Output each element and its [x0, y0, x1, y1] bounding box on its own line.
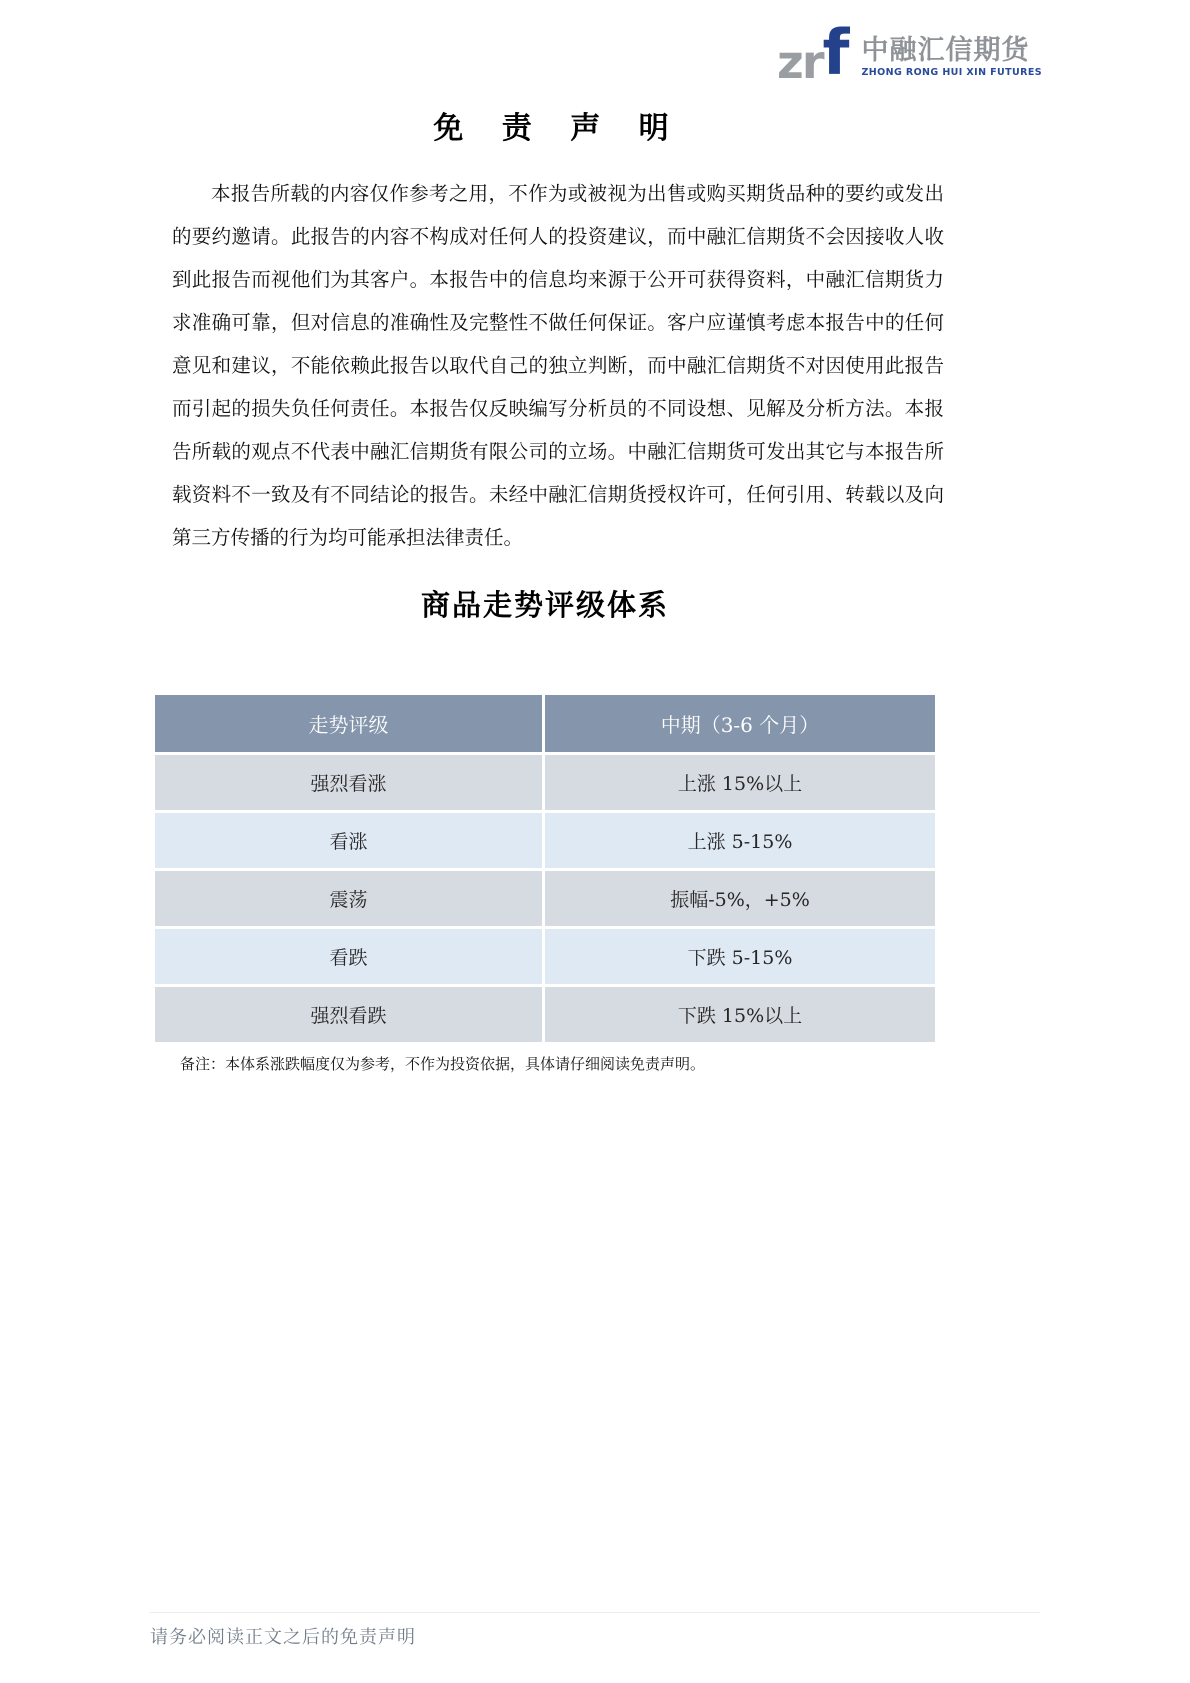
rating-cell: 强烈看涨 — [155, 755, 545, 810]
zrf-logo-icon — [777, 16, 850, 89]
table-header-row — [155, 695, 935, 752]
disclaimer-paragraph: 本报告所载的内容仅作参考之用，不作为或被视为出售或购买期货品种的要约或发出的要约邀请。此报告的内容不构成对任何人的投资建议，而中融汇信期货不会因接收人收到此报告而视他们为其客户。本报告中的信息均来源于公开可获得资料，中融汇信期货力求准确可靠，但对信息的准确性及完整性不做任何保证。客户应谨慎考虑本报告中的任何意见和建议，不能依赖此报告以取代自己的独立判断，而中融汇信期货不对因使用此报告而引起的损失负任何责任。本报告仅反映编写分析员的不同设想、见解及分析方法。本报告所载的观点不代表中融汇信期货有限公司的立场。中融汇信期货可发出其它与本报告所载资料不一致及有不同结论的报告。未经中融汇信期货授权许可，任何引用、转载以及向第三方传播的行为均可能承担法律责任。 — [172, 182, 944, 549]
rating-cell: 震荡 — [155, 871, 545, 926]
rating-cell: 看跌 — [155, 929, 545, 984]
section-title: 商品走势评级体系 — [420, 588, 669, 622]
footer-disclaimer-reminder: 请务必阅读正文之后的免责声明 — [150, 1627, 416, 1648]
table-row — [155, 871, 935, 926]
header-cell-midterm: 中期（3-6 个月） — [545, 695, 935, 752]
company-name-en: ZHONG RONG HUI XIN FUTURES — [861, 67, 1042, 79]
table-row — [155, 929, 935, 984]
range-cell: 振幅-5%，+5% — [545, 871, 935, 926]
rating-cell: 强烈看跌 — [155, 987, 545, 1042]
company-logo — [777, 16, 1042, 89]
table-note: 备注：本体系涨跌幅度仅为参考，不作为投资依据，具体请仔细阅读免责声明。 — [180, 1055, 706, 1073]
table-row — [155, 755, 935, 810]
range-cell: 下跌 15%以上 — [545, 987, 935, 1042]
logo-f-letter: f — [822, 16, 850, 89]
logo-zr-letters: zr — [777, 35, 823, 89]
rating-cell: 看涨 — [155, 813, 545, 868]
company-name-cn: 中融汇信期货 — [861, 34, 1030, 66]
rating-table — [155, 695, 935, 1045]
page-title: 免 责 声 明 — [433, 111, 683, 146]
header-cell-rating: 走势评级 — [155, 695, 545, 752]
table-row — [155, 813, 935, 868]
page-footer — [150, 1612, 1040, 1649]
range-cell: 上涨 15%以上 — [545, 755, 935, 810]
range-cell: 下跌 5-15% — [545, 929, 935, 984]
range-cell: 上涨 5-15% — [545, 813, 935, 868]
table-row — [155, 987, 935, 1042]
logo-wordmark — [862, 36, 1043, 79]
